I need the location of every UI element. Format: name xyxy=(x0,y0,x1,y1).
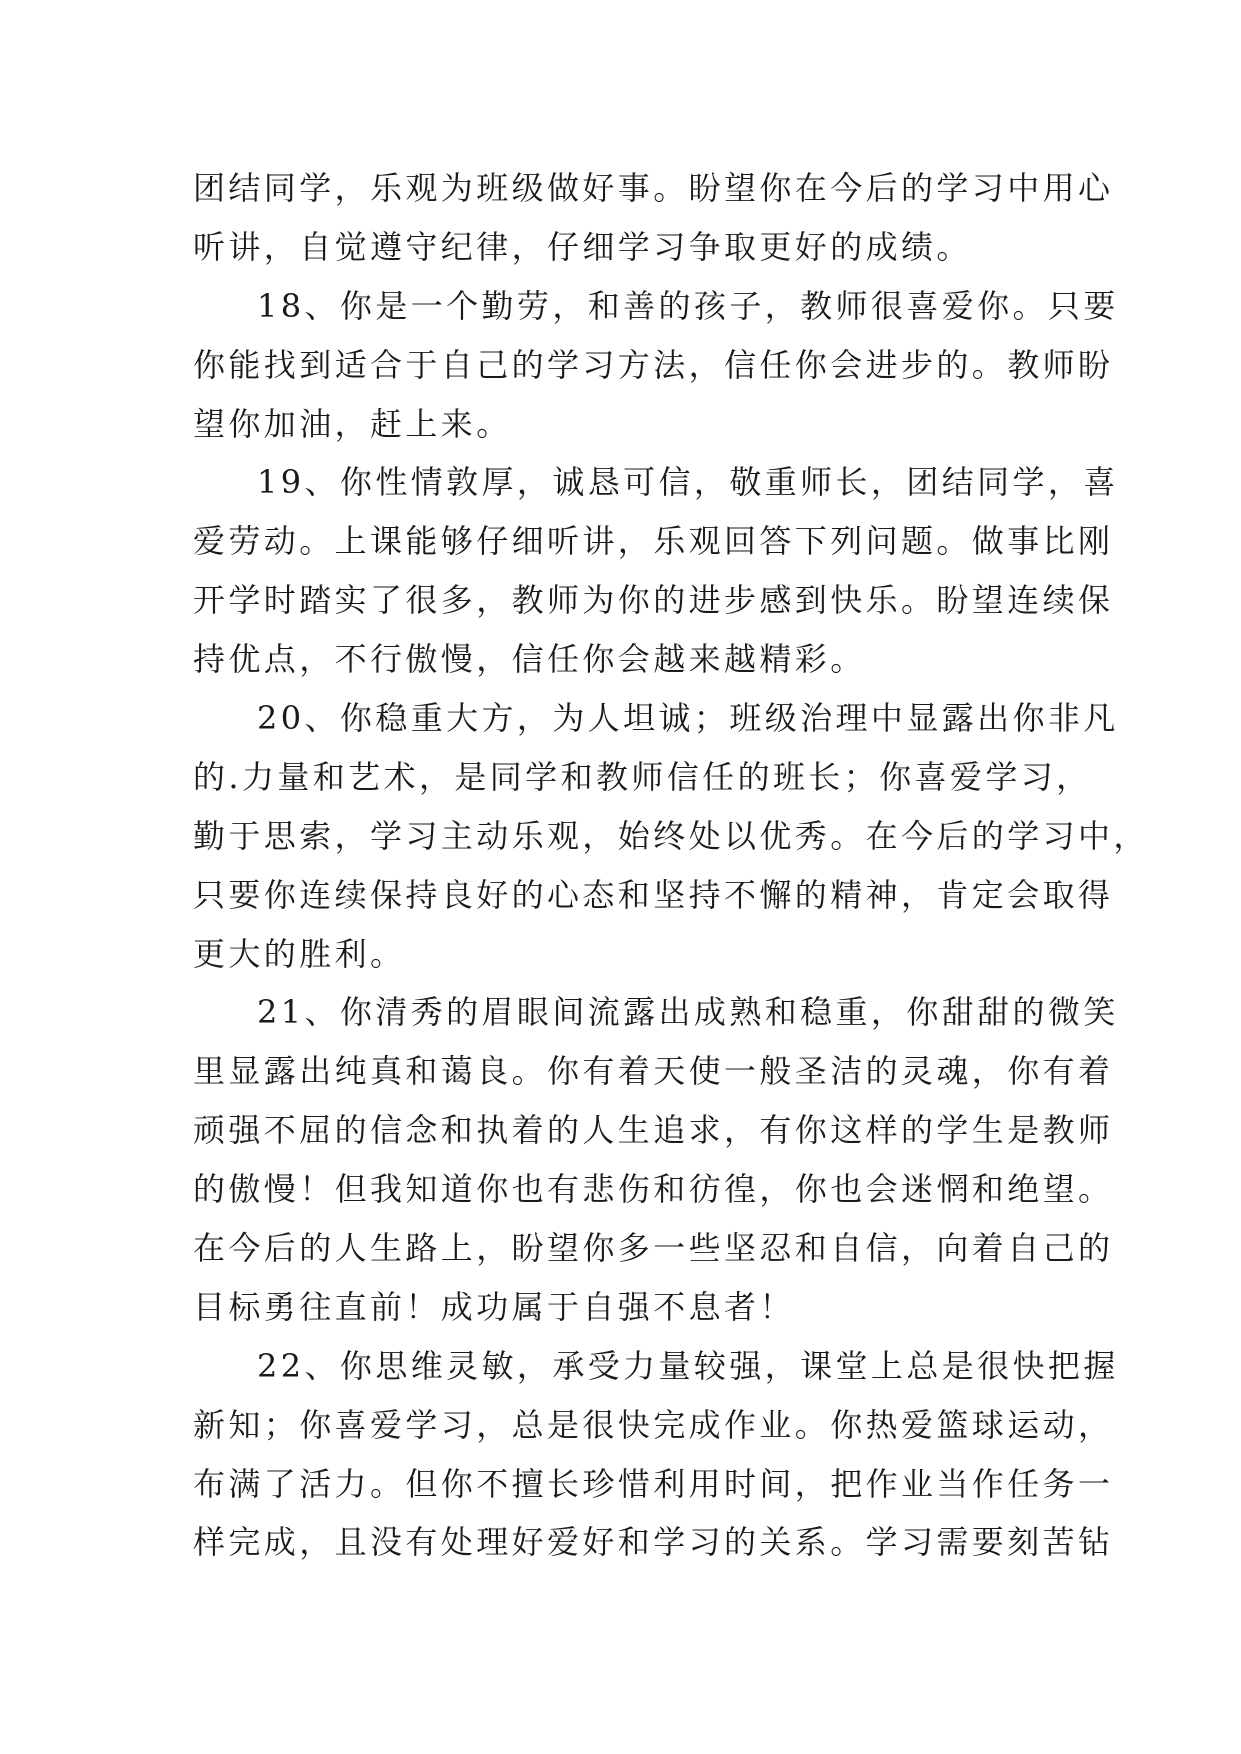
text-line: 持优点，不行傲慢，信任你会越来越精彩。 xyxy=(193,640,866,679)
paragraph-start-19: 19、你性情敦厚，诚恳可信，敬重师长，团结同学，喜 xyxy=(257,463,1119,502)
text-line: 听讲，自觉遵守纪律，仔细学习争取更好的成绩。 xyxy=(193,227,972,266)
text-line: 只要你连续保持良好的心态和坚持不懈的精神，肯定会取得 xyxy=(193,875,1114,914)
text-line: 的傲慢！但我知道你也有悲伤和彷徨，你也会迷惘和绝望。 xyxy=(193,1170,1114,1209)
text-line: 的.力量和艺术，是同学和教师信任的班长；你喜爱学习， xyxy=(193,757,1092,796)
text-line: 你能找到适合于自己的学习方法，信任你会进步的。教师盼 xyxy=(193,345,1114,384)
text-line: 望你加油，赶上来。 xyxy=(193,404,512,443)
text-line: 更大的胜利。 xyxy=(193,934,406,973)
paragraph-start-18: 18、你是一个勤劳，和善的孩子，教师很喜爱你。只要 xyxy=(257,286,1119,325)
text-line: 团结同学，乐观为班级做好事。盼望你在今后的学习中用心 xyxy=(193,169,1114,207)
paragraph-start-20: 20、你稳重大方，为人坦诚；班级治理中显露出你非凡 xyxy=(257,699,1119,738)
text-line: 里显露出纯真和蔼良。你有着天使一般圣洁的灵魂，你有着 xyxy=(193,1052,1114,1091)
text-line: 布满了活力。但你不擅长珍惜利用时间，把作业当作任务一 xyxy=(193,1464,1114,1503)
text-line: 爱劳动。上课能够仔细听讲，乐观回答下列问题。做事比刚 xyxy=(193,522,1114,561)
paragraph-start-22: 22、你思维灵敏，承受力量较强，课堂上总是很快把握 xyxy=(257,1346,1119,1385)
text-line: 新知；你喜爱学习，总是很快完成作业。你热爱篮球运动， xyxy=(193,1405,1114,1444)
text-line: 目标勇往直前！成功属于自强不息者！ xyxy=(193,1287,795,1326)
text-line: 开学时踏实了很多，教师为你的进步感到快乐。盼望连续保 xyxy=(193,581,1114,620)
document-body xyxy=(193,159,1149,1572)
text-line: 顽强不屈的信念和执着的人生追求，有你这样的学生是教师 xyxy=(193,1111,1114,1150)
text-line: 勤于思索，学习主动乐观，始终处以优秀。在今后的学习中， xyxy=(193,816,1149,855)
text-line: 在今后的人生路上，盼望你多一些坚忍和自信，向着自己的 xyxy=(193,1229,1114,1268)
paragraph-start-21: 21、你清秀的眉眼间流露出成熟和稳重，你甜甜的微笑 xyxy=(257,993,1119,1032)
text-line: 样完成，且没有处理好爱好和学习的关系。学习需要刻苦钻 xyxy=(193,1523,1114,1562)
